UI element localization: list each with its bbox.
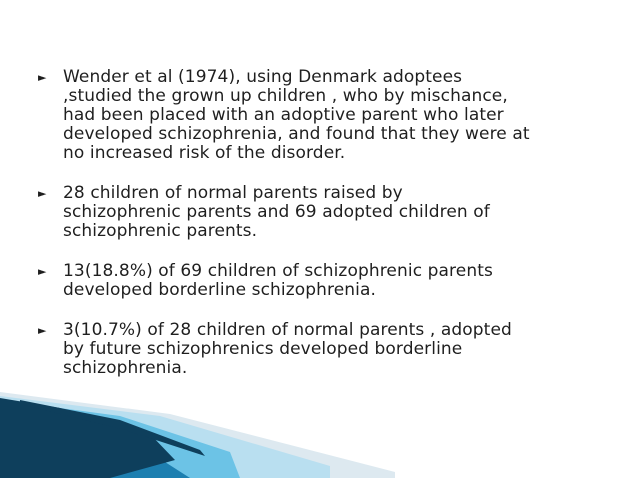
- bullet-line: had been placed with an adoptive parent who later: [63, 105, 504, 125]
- wave-mid-shape: [0, 406, 190, 478]
- bullet-line: ,studied the grown up children , who by mischance,: [63, 86, 508, 106]
- wave-dark-stripe: [20, 400, 205, 456]
- bullet-item-schizophrenic-parents-result: [38, 262, 608, 300]
- bullet-line: schizophrenic parents and 69 adopted children of: [63, 202, 490, 222]
- bullet-arrow-icon: ►: [38, 187, 47, 200]
- bullet-text: [63, 184, 608, 241]
- bullet-item-sample-groups: [38, 184, 608, 241]
- bullet-line: developed schizophrenia, and found that they were at: [63, 124, 530, 144]
- bullet-line: Wender et al (1974), using Denmark adoptees: [63, 67, 463, 87]
- bullet-arrow-icon: ►: [38, 265, 47, 278]
- bullet-line: schizophrenia.: [63, 358, 188, 378]
- bullet-arrow-icon: ►: [38, 324, 47, 337]
- bullet-line: developed borderline schizophrenia.: [63, 280, 377, 300]
- wave-light-shape: [0, 400, 240, 478]
- bullet-line: no increased risk of the disorder.: [63, 143, 346, 163]
- wave-dark-shape: [0, 398, 175, 478]
- bullet-line: 28 children of normal parents raised by: [63, 183, 403, 203]
- bullet-line: schizophrenic parents.: [63, 221, 258, 241]
- wave-pale-shape: [0, 396, 330, 478]
- bullet-list: [38, 68, 608, 378]
- wave-edge-shape: [0, 392, 395, 478]
- bullet-text: [63, 262, 608, 300]
- bullet-text: [63, 68, 608, 163]
- bullet-text: [63, 321, 608, 378]
- bullet-item-wender-study: [38, 68, 608, 163]
- bullet-line: 13(18.8%) of 69 children of schizophrenic parents: [63, 261, 493, 281]
- bullet-line: by future schizophrenics developed borderline: [63, 339, 463, 359]
- bullet-line: 3(10.7%) of 28 children of normal parents , adopted: [63, 320, 512, 340]
- bullet-item-normal-parents-result: [38, 321, 608, 378]
- bullet-arrow-icon: ►: [38, 71, 47, 84]
